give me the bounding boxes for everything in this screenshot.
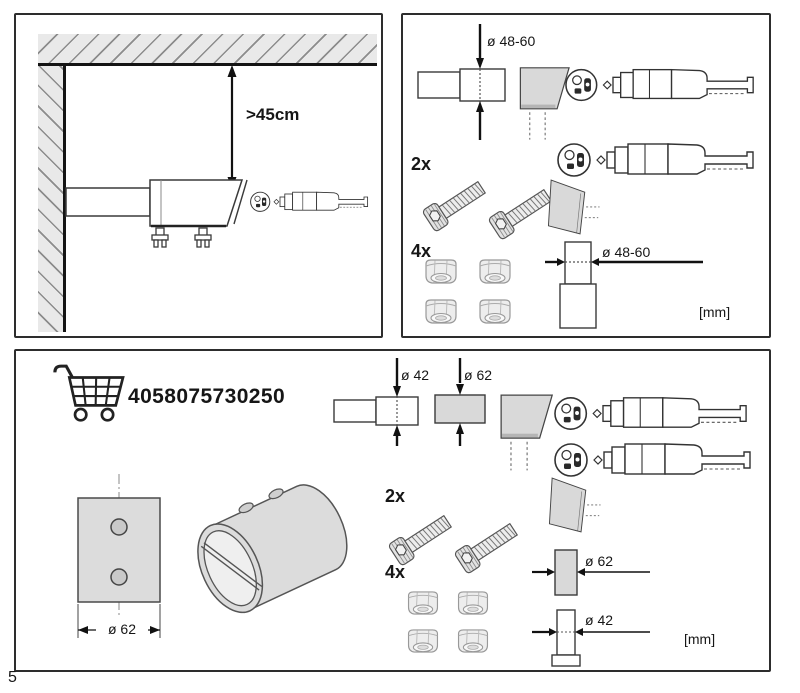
clamp-bolts [152,228,211,247]
clearance-label: >45cm [246,105,300,124]
nuts-qty-label-top: 4x [411,241,432,261]
wall-hatch [38,66,66,332]
ceiling-hatch [38,34,377,66]
screws-qty-label-bottom: 2x [385,486,406,506]
luminaire-on-horizontal-pole-drawing [405,16,765,142]
adapter-sleeve-3d-drawing [176,470,361,640]
screws-drawing-top [412,160,567,235]
page-number: 5 [8,669,17,686]
shopping-cart-icon [52,362,130,426]
order-number: 4058075730250 [128,385,286,408]
luminaire-vertical-drawing-bottom [540,430,765,542]
diameter-label-pole-top: ø 42 [401,367,430,383]
nuts-drawing-bottom [398,588,498,662]
diameter-label-pole-vertical: ø 48-60 [602,244,651,260]
screws-qty-label-top: 2x [411,154,432,174]
diameter-label-adapter-side: ø 62 [585,553,614,569]
diameter-label-pole-side: ø 42 [585,612,614,628]
luminaire-wall-mounted-drawing [64,172,376,248]
diameter-label-pole-horizontal: ø 48-60 [487,33,536,49]
nuts-qty-label-bottom: 4x [385,562,406,582]
units-label-top: [mm] [699,304,731,320]
screws-drawing-bottom [378,496,538,568]
diameter-label-adapter-top: ø 62 [464,367,493,383]
nuts-drawing-top [418,254,526,334]
luminaire-on-vertical-pole-drawing [545,130,765,332]
units-label-bottom: [mm] [684,631,716,647]
diameter-label-plate: ø 62 [96,622,148,637]
